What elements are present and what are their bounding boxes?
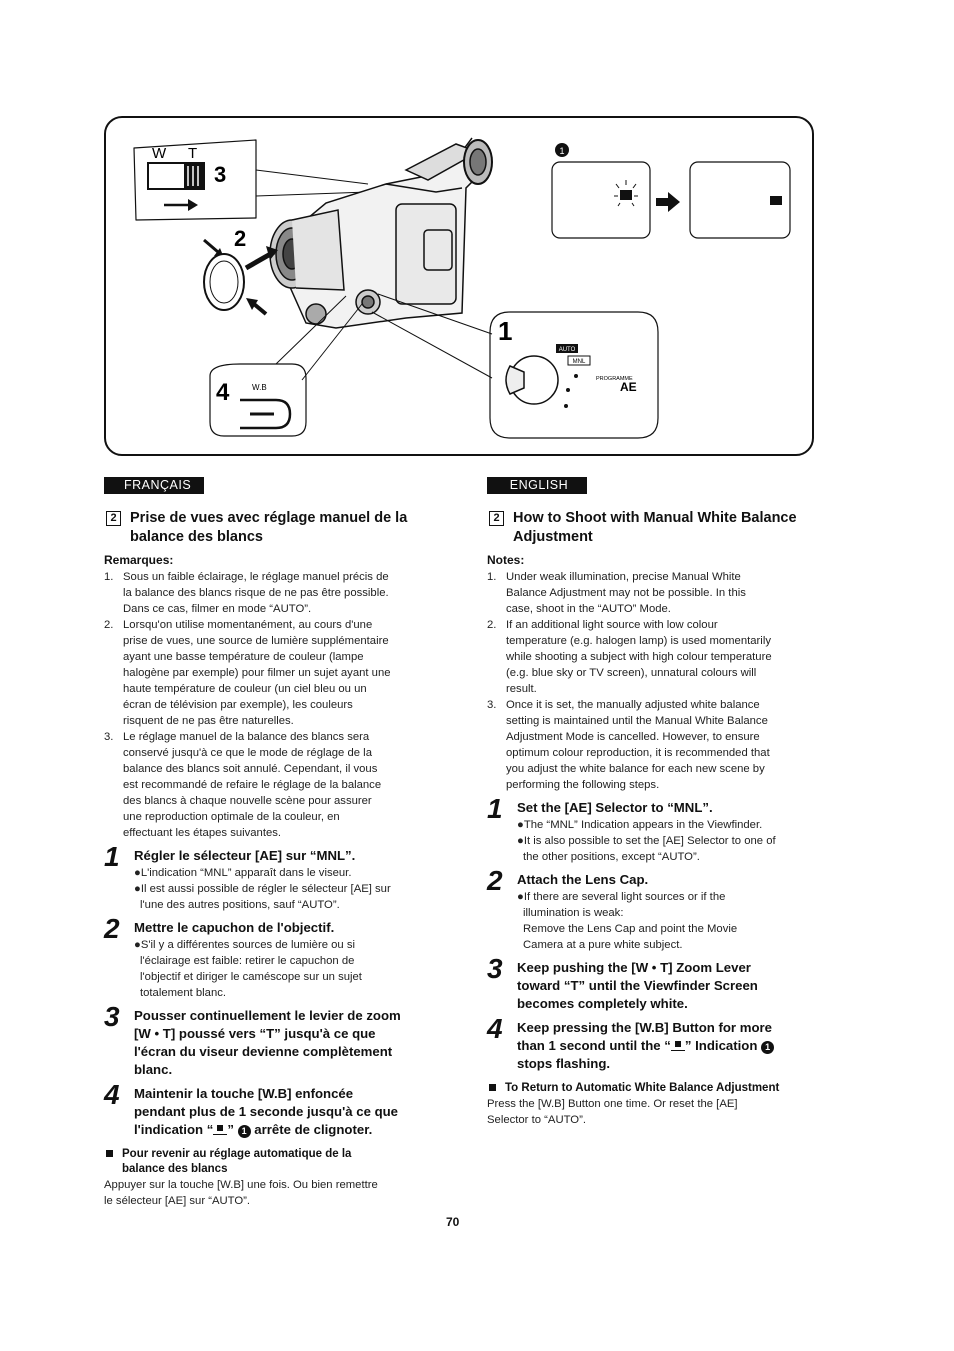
french-step-1: 1 Régler le sélecteur [AE] sur “MNL”. ●L'indication “MNL” apparaît dans le viseur. ●Il est aussi possible de régler le sélecteur [AE] sur l'une des autres positions, sauf “AUTO”. [104, 841, 391, 911]
english-return-heading: To Return to Automatic White Balance Adjustment [487, 1081, 817, 1096]
english-language-tab: ENGLISH [487, 477, 587, 494]
dial-programme-label: PROGRAMME [596, 376, 633, 382]
dial-ae-label: AE [620, 380, 637, 394]
marker-1-icon: 1 [761, 1041, 774, 1054]
english-title-text: How to Shoot with Manual White Balance Adjustment [513, 510, 797, 545]
english-notes-list [487, 569, 817, 793]
list-item: 1. Under weak illumination, precise Manual White Balance Adjustment may not be possible. In this case, shoot in the “AUTO” Mode. [487, 571, 746, 615]
step-number: 1 [487, 793, 503, 824]
french-step-4: 4 Maintenir la touche [W.B] enfoncée pendant plus de 1 seconde jusqu'à ce que l'indication “ ” 1 arrête de clignoter. [104, 1079, 399, 1137]
step-number: 3 [487, 953, 503, 984]
french-notes-label: Remarques: [104, 553, 174, 567]
step-3-label: 3 [214, 162, 227, 187]
french-return-heading: Pour revenir au réglage automatique de la balance des blancs [104, 1147, 434, 1177]
english-step-2: 2 Attach the Lens Cap. ●If there are several light sources or if the illumination is weak: Remove the Lens Cap and point the Movie Camera at a pure white subject. [487, 865, 738, 951]
french-step-3: 3 Pousser continuellement le levier de zoom [W • T] poussé vers “T” jusqu'à ce que l'écran du viseur devienne complètement blanc. [104, 1001, 401, 1077]
step-number: 1 [104, 841, 120, 872]
french-section-number: 2 [106, 511, 121, 526]
french-section-title [104, 509, 434, 547]
english-notes-label: Notes: [487, 553, 525, 567]
wb-icon [770, 196, 782, 205]
step-1-label: 1 [498, 316, 513, 346]
english-return-text: Press the [W.B] Button one time. Or reset the [AE] Selector to “AUTO”. [487, 1098, 738, 1126]
arrow-right-icon [656, 192, 680, 212]
english-section-number: 2 [489, 511, 504, 526]
english-section-title [487, 509, 817, 547]
english-column [487, 476, 817, 1128]
list-item: 3. Le réglage manuel de la balance des blancs sera conservé jusqu'à ce que le mode de réglage de la balance des blancs soit annulé. Cependant, il vous est recommandé de refaire le réglage de la balance des blancs à chaque nouvelle scène pour assurer une reproduction optimale de la couleur, en effectuant les étapes suivantes. [104, 731, 382, 839]
lens-cap-illustration [204, 226, 278, 314]
list-item: 3. Once it is set, the manually adjusted white balance setting is maintained until the Manual White Balance Adjustment Mode is cancelled. However, to ensure optimum colour reproduction, it is recommended that you adjust the white balance for each new scene by performing the following steps. [487, 699, 770, 791]
english-step-3: 3 Keep pushing the [W • T] Zoom Lever toward “T” until the Viewfinder Screen becomes completely white. [487, 953, 758, 1011]
list-item: 2. If an additional light source with low colour temperature (e.g. halogen lamp) is used momentarily while shooting a subject with high colour temperature (e.g. blue sky or TV screen), unnatural colours will result. [487, 619, 772, 695]
zoom-t-label: T [188, 145, 198, 162]
english-step-1: 1 Set the [AE] Selector to “MNL”. ●The “MNL” Indication appears in the Viewfinder. ●It is also possible to set the [AE] Selector to one of the other positions, except “AUTO”. [487, 793, 776, 863]
french-step-2: 2 Mettre le capuchon de l'objectif. ●S'il y a différentes sources de lumière ou si l'éclairage est faible: retirer le capuchon de l'objectif et diriger le caméscope sur un sujet totalement blanc. [104, 913, 362, 999]
french-notes-list [104, 569, 434, 841]
illustration-panel [104, 116, 814, 456]
camcorder-illustration [106, 118, 812, 454]
marker-1-label: 1 [559, 146, 565, 156]
list-item: 2. Lorsqu'on utilise momentanément, au cours d'une prise de vues, une source de lumière supplémentaire ayant une basse température de couleur (lampe halogène par exemple) pour filmer un sujet ayant une haute température de couleur (un ciel bleu ou un écran de télévision par exemple), les couleurs risquent de ne pas être naturelles. [104, 619, 391, 727]
wb-button-label: W.B [252, 383, 267, 392]
step-number: 4 [104, 1079, 120, 1110]
english-step-4: 4 Keep pressing the [W.B] Button for more than 1 second until the “ ” Indication 1 stops flashing. [487, 1019, 817, 1073]
step-number: 4 [487, 1013, 503, 1044]
list-item: 1. Sous un faible éclairage, le réglage manuel précis de la balance des blancs risque de ne pas être possible. Dans ce cas, filmer en mode “AUTO”. [104, 571, 389, 615]
marker-1-icon: 1 [238, 1125, 251, 1138]
french-language-tab: FRANÇAIS [104, 477, 204, 494]
french-title-text: Prise de vues avec réglage manuel de la balance des blancs [130, 510, 408, 545]
step-4-label: 4 [216, 379, 230, 406]
dial-auto-label: AUTO [558, 347, 576, 353]
step-2-label: 2 [234, 226, 247, 251]
dial-mnl-label: MNL [572, 359, 586, 365]
flashing-wb-icon [614, 180, 638, 206]
wb-icon [671, 1041, 685, 1051]
french-return-text: Appuyer sur la touche [W.B] une fois. Ou bien remettre le sélecteur [AE] sur “AUTO”. [104, 1179, 378, 1207]
viewfinder-screens [552, 143, 790, 238]
wb-icon [213, 1125, 227, 1135]
step-number: 3 [104, 1001, 120, 1032]
camcorder-body [270, 138, 492, 328]
page-number: 70 [446, 1215, 460, 1229]
step-number: 2 [104, 913, 120, 944]
french-column [104, 476, 434, 1209]
zoom-w-label: W [152, 145, 167, 162]
step-number: 2 [487, 865, 503, 896]
